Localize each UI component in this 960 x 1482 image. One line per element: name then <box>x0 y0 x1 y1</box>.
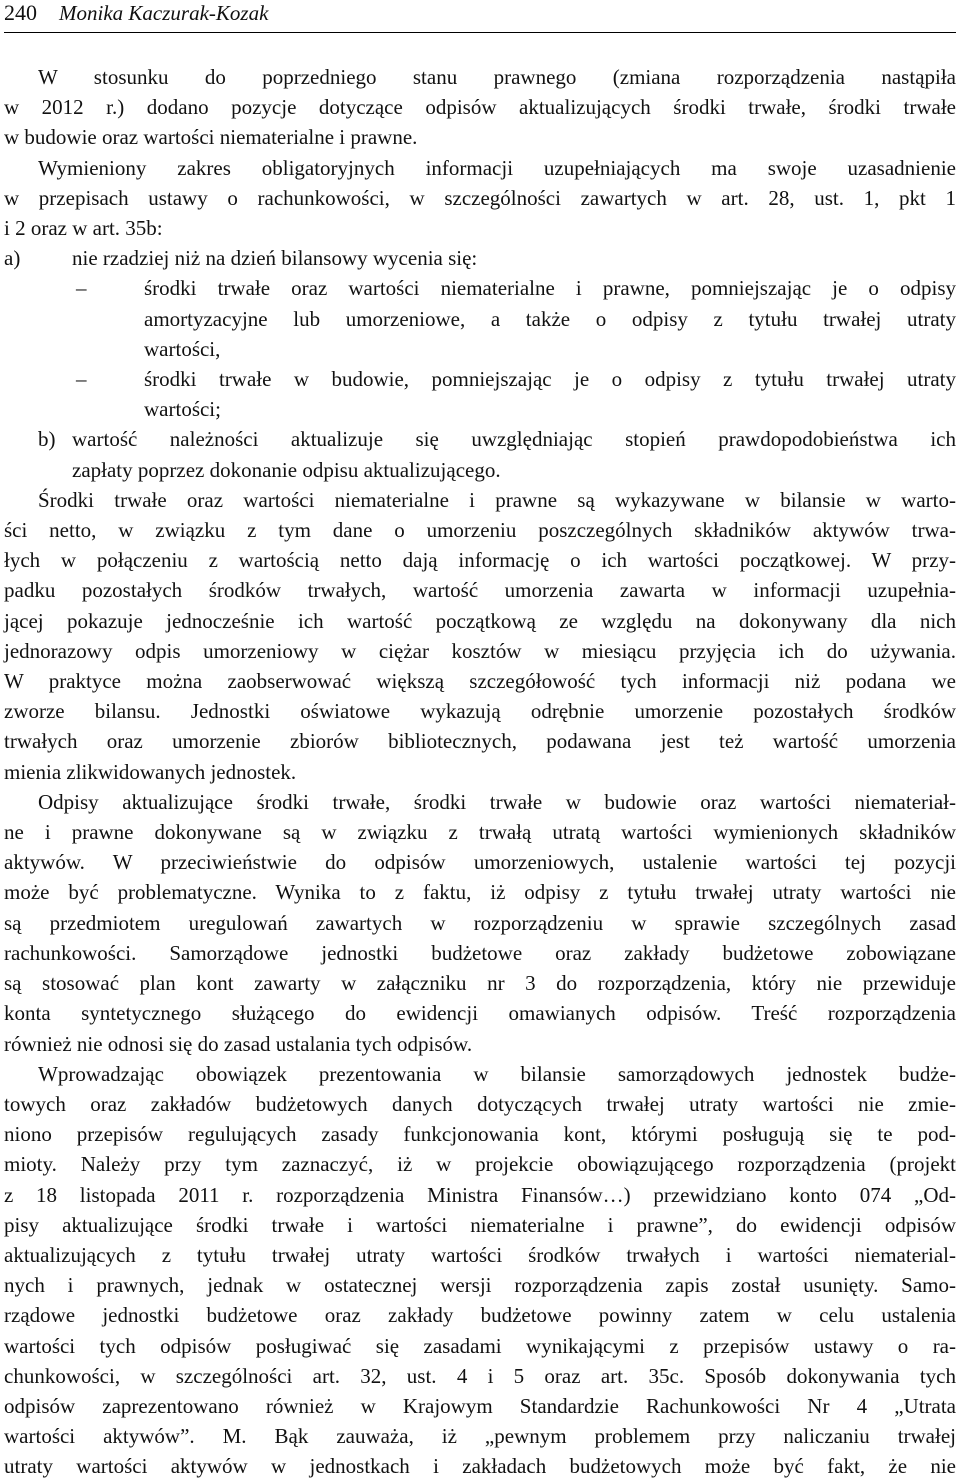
text-line: również nie odnosi się do zasad ustalania tych odpisów. <box>4 1031 473 1056</box>
text-line: zworze bilansu. Jednostki oświatowe wykazują odrębnie umorzenie pozostałych środków <box>4 699 956 724</box>
text-line: pisy aktualizujące środki trwałe i wartości niematerialne i prawne”, do ewidencji odpisów <box>4 1212 956 1237</box>
text-line: mioty. Należy przy tym zaznaczyć, iż w projekcie obowiązującego rozporządzenia (projekt <box>4 1152 956 1177</box>
text-line: Środki trwałe oraz wartości niematerialne i prawne są wykazywane w bilansie w warto- <box>38 487 956 512</box>
text-line: zapłaty poprzez dokonanie odpisu aktualizującego. <box>72 457 501 482</box>
text-line: Wymieniony zakres obligatoryjnych informacji uzupełniających ma swoje uzasadnienie <box>38 155 956 180</box>
text-line: wartość należności aktualizuje się uwzględniając stopień prawdopodobieństwa ich <box>72 427 956 452</box>
text-line: konta syntetycznego służącego do ewidencji omawianych odpisów. Treść rozporządzenia <box>4 1001 956 1026</box>
dash-item <box>4 273 956 364</box>
text-line: wartości aktywów”. M. Bąk zauważa, iż „pewnym problemem przy naliczaniu trwałej <box>4 1424 956 1449</box>
dash-marker: – <box>76 367 87 392</box>
dash-marker: – <box>76 276 87 301</box>
text-line: łych w połączeniu z wartością netto dają informację o ich wartości początkowej. W przy- <box>4 548 956 573</box>
text-line: rachunkowości. Samorządowe jednostki budżetowe oraz zakłady budżetowe zobowiązane <box>4 940 956 965</box>
list-item-b <box>4 424 956 484</box>
text-line: W praktyce można zaobserwować większą szczegółowość tych informacji niż podana we <box>4 669 956 694</box>
page-number: 240 <box>4 0 37 25</box>
page-header <box>4 0 954 40</box>
text-line: amortyzacyjne lub umorzeniowe, a także o odpisy z tytułu trwałej utraty <box>144 306 956 331</box>
list-marker-b: b) <box>38 427 56 452</box>
text-line: w budowie oraz wartości niematerialne i prawne. <box>4 125 418 150</box>
text-line: aktywów. W przeciwieństwie do odpisów umorzeniowych, ustalenie wartości tej pozycji <box>4 850 956 875</box>
list-marker-a: a) <box>4 246 21 271</box>
text-line: odpisów zaprezentowano również w Krajowym Standardzie Rachunkowości Nr 4 „Utrata <box>4 1393 956 1418</box>
text-line: aktualizujących z tytułu trwałej utraty wartości środków trwałych i wartości niematerial- <box>4 1242 956 1267</box>
text-line: mienia zlikwidowanych jednostek. <box>4 759 297 784</box>
text-line: trwałych oraz umorzenie zbiorów bibliotecznych, podawana jest też wartość umorzenia <box>4 729 956 754</box>
text-line: w przepisach ustawy o rachunkowości, w szczególności zawartych w art. 28, ust. 1, pkt 1 <box>4 185 956 210</box>
text-line: towych oraz zakładów budżetowych danych dotyczących trwałej utraty wartości nie zmie- <box>4 1091 956 1116</box>
text-line: z 18 listopada 2011 r. rozporządzenia Ministra Finansów…) przewidziano konto 074 „Od- <box>4 1182 956 1207</box>
dash-item <box>4 364 956 424</box>
text-line: chunkowości, w szczególności art. 32, ust. 4 i 5 oraz art. 35c. Sposób dokonywania tych <box>4 1363 956 1388</box>
text-line: Odpisy aktualizujące środki trwałe, środki trwałe w budowie oraz wartości niemateriał- <box>38 789 956 814</box>
text-line: Wprowadzając obowiązek prezentowania w bilansie samorządowych jednostek budże- <box>38 1061 956 1086</box>
text-line: nie rzadziej niż na dzień bilansowy wycenia się: <box>72 246 478 271</box>
list-item-a <box>4 243 956 273</box>
running-author: Monika Kaczurak-Kozak <box>59 1 269 25</box>
text-line: środki trwałe w budowie, pomniejszając je o odpisy z tytułu trwałej utraty <box>144 367 956 392</box>
text-line: wartości, <box>144 336 221 361</box>
text-line: w 2012 r.) dodano pozycje dotyczące odpisów aktualizujących środki trwałe, środki trwałe <box>4 95 956 120</box>
text-line: nych i prawnych, jednak w ostatecznej wersji rozporządzenia zapis został usunięty. Samo- <box>4 1273 956 1298</box>
text-line: wartości; <box>144 397 221 422</box>
text-line: jednorazowy odpis umorzeniowy w ciężar kosztów w miesiącu przyjęcia ich do używania. <box>4 638 956 663</box>
header-rule <box>4 32 956 33</box>
text-line: i 2 oraz w art. 35b: <box>4 216 163 241</box>
text-line: środki trwałe oraz wartości niematerialne i prawne, pomniejszając je o odpisy <box>144 276 956 301</box>
text-line: są stosować plan kont zawarty w załączniku nr 3 do rozporządzenia, który nie przewiduje <box>4 971 956 996</box>
text-line: ści netto, w związku z tym dane o umorzeniu poszczególnych składników aktywów trwa- <box>4 518 956 543</box>
text-line: utraty wartości aktywów w jednostkach i zakładach budżetowych może być fakt, że nie <box>4 1454 956 1479</box>
text-line: jącej pokazuje jednocześnie ich wartość początkową ze względu na dokonywany dla nich <box>4 608 956 633</box>
text-line: wartości tych odpisów posługiwać się zasadami wynikającymi z przepisów ustawy o ra- <box>4 1333 956 1358</box>
text-line: rządowe jednostki budżetowe oraz zakłady budżetowe powinny zatem w celu ustalenia <box>4 1303 956 1328</box>
text-line: może być problematyczne. Wynika to z faktu, iż odpisy z tytułu trwałej utraty wartości nie <box>4 880 956 905</box>
text-line: niono przepisów regulujących zasady funkcjonowania kont, którymi posługują się te pod- <box>4 1122 956 1147</box>
text-line: padku pozostałych środków trwałych, wartość umorzenia zawarta w informacji uzupełnia- <box>4 578 956 603</box>
body-text <box>4 62 956 1482</box>
text-line: są przedmiotem uregulowań zawartych w rozporządzeniu w sprawie szczególnych zasad <box>4 910 956 935</box>
text-line: W stosunku do poprzedniego stanu prawnego (zmiana rozporządzenia nastąpiła <box>38 65 956 89</box>
text-line: ne i prawne dokonywane są w związku z trwałą utratą wartości wymienionych składników <box>4 820 956 845</box>
